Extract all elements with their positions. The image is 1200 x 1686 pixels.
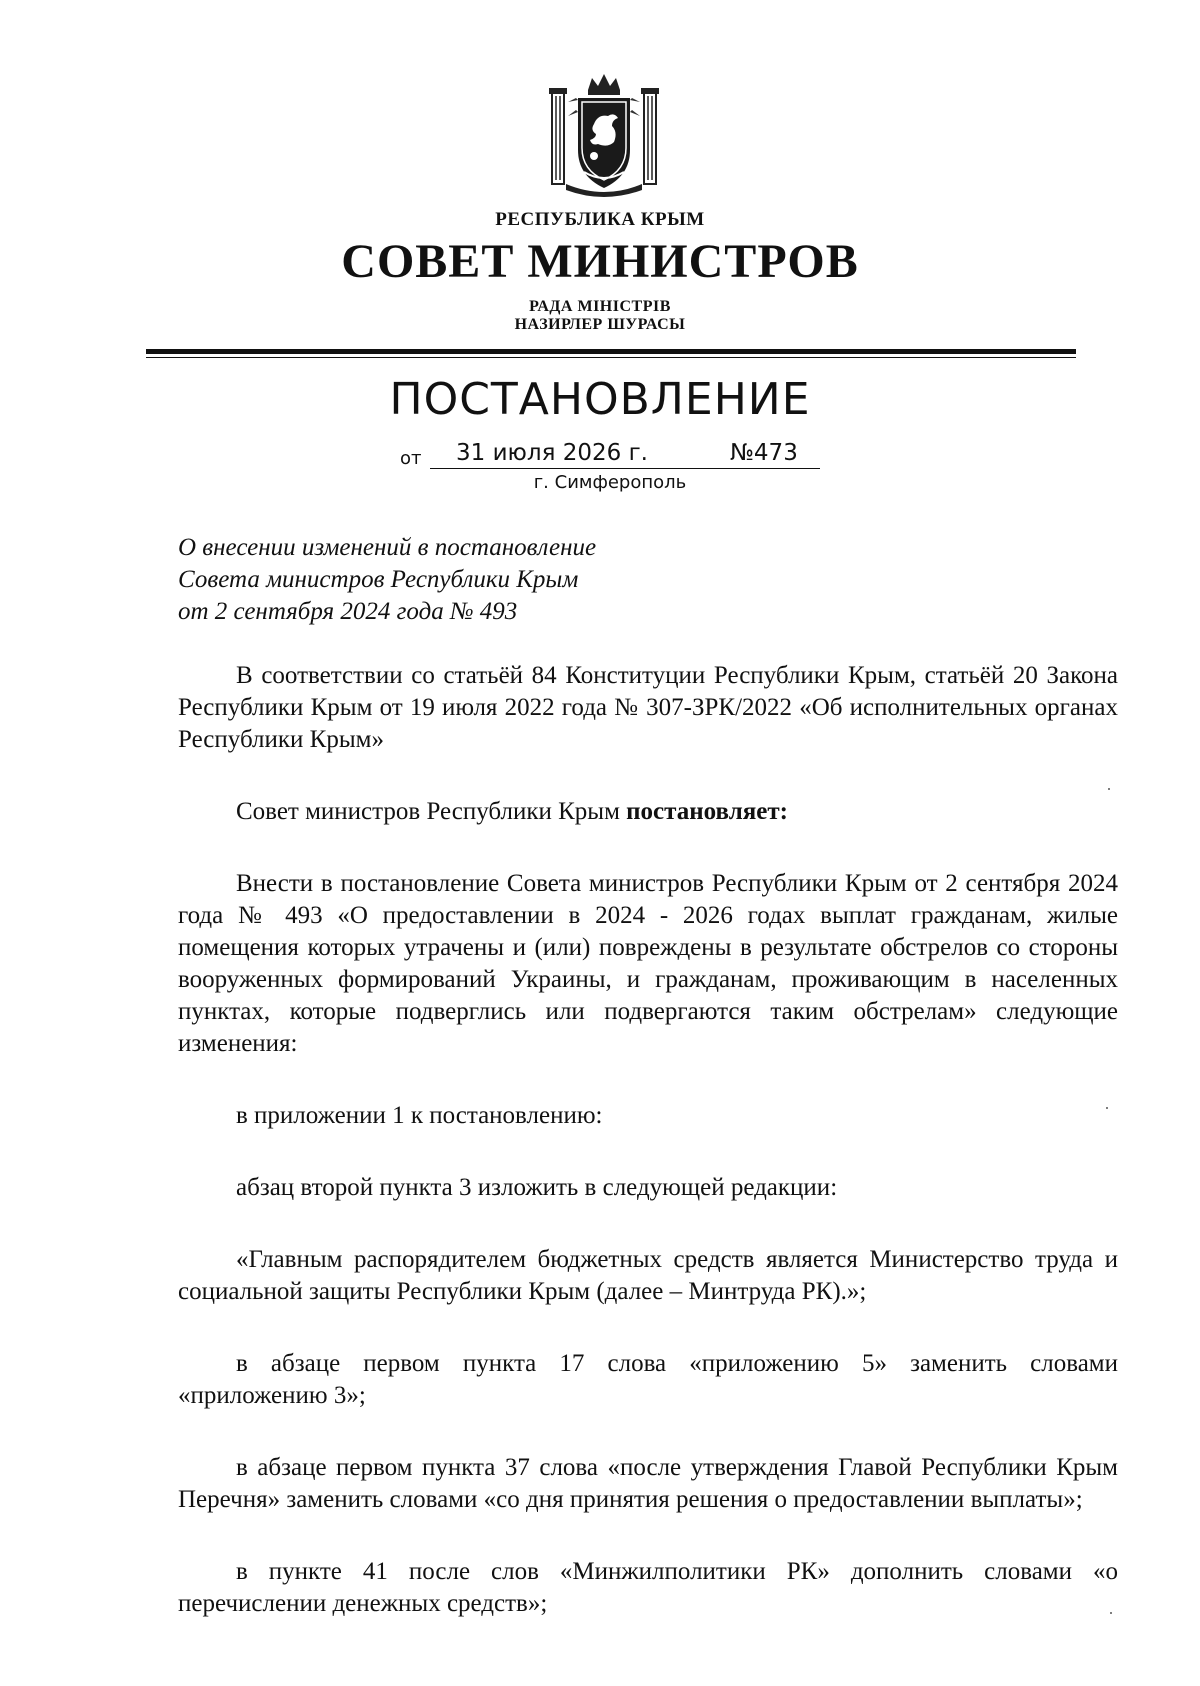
title-line: Совета министров Республики Крым — [178, 566, 579, 593]
resolution-text: Совет министров Республики Крым — [236, 798, 627, 825]
document-body — [178, 660, 1118, 1620]
document-number: 473 — [753, 440, 798, 466]
body-paragraph-quote: «Главным распорядителем бюджетных средств является Министерство труда и социальной защиты Республики Крым (далее – Минтруда РК).»; — [178, 1246, 1118, 1305]
header-divider-thin — [146, 357, 1076, 358]
body-paragraph: абзац второй пункта 3 изложить в следующей редакции: — [236, 1174, 838, 1201]
republic-name: РЕСПУБЛИКА КРЫМ — [495, 209, 705, 230]
council-title-crimean-tatar: НАЗИРЛЕР ШУРАСЫ — [514, 316, 686, 333]
title-line: О внесении изменений в постановление — [178, 534, 597, 561]
resolution-keyword: постановляет: — [626, 798, 788, 825]
scan-speck — [1106, 1107, 1108, 1109]
body-paragraph: в абзаце первом пункта 17 слова «приложению 5» заменить словами «приложению 3»; — [178, 1350, 1118, 1409]
body-paragraph: в пункте 41 после слов «Минжилполитики РК» дополнить словами «о перечислении денежных средств»; — [178, 1558, 1118, 1617]
header-divider-thick — [146, 349, 1076, 354]
scan-speck — [1108, 788, 1110, 790]
body-paragraph-resolution — [178, 796, 1118, 828]
date-prefix: от — [400, 448, 422, 469]
document-title — [178, 532, 738, 628]
body-paragraph-preamble: В соответствии со статьёй 84 Конституции Республики Крым, статьёй 20 Закона Республики Крым от 19 июля 2022 года № 307-ЗРК/2022 «Об исполнительных органах Республики Крым» — [178, 662, 1118, 753]
council-title: СОВЕТ МИНИСТРОВ — [341, 235, 859, 288]
coat-of-arms-emblem — [548, 72, 660, 200]
council-title-ukrainian: РАДА МІНІСТРІВ — [529, 298, 671, 315]
body-paragraph: в абзаце первом пункта 37 слова «после утверждения Главой Республики Крым Перечня» заменить словами «со дня принятия решения о предоставлении выплаты»; — [178, 1454, 1118, 1513]
title-line: от 2 сентября 2024 года № 493 — [178, 598, 518, 625]
body-paragraph-amendment-intro: Внести в постановление Совета министров Республики Крым от 2 сентября 2024 года № 493 «О предоставлении в 2024 - 2026 годах выплат гражданам, жилые помещения которых утрачены и (или) повреждены в результате обстрелов со стороны вооруженных формирований Украины, и гражданам, проживающим в населенных пунктах, которые подверглись или подвергаются таким обстрелам» следующие изменения: — [178, 870, 1118, 1057]
document-type: ПОСТАНОВЛЕНИЕ — [389, 374, 811, 425]
city: г. Симферополь — [533, 472, 687, 493]
scan-speck — [1110, 1612, 1112, 1614]
document-date: 31 июля 2026 г. — [456, 440, 648, 466]
date-number-line — [400, 440, 820, 472]
body-paragraph: в приложении 1 к постановлению: — [236, 1102, 603, 1129]
date-underline — [430, 468, 820, 469]
number-sign: № — [730, 440, 754, 466]
document-number-block — [730, 440, 798, 466]
